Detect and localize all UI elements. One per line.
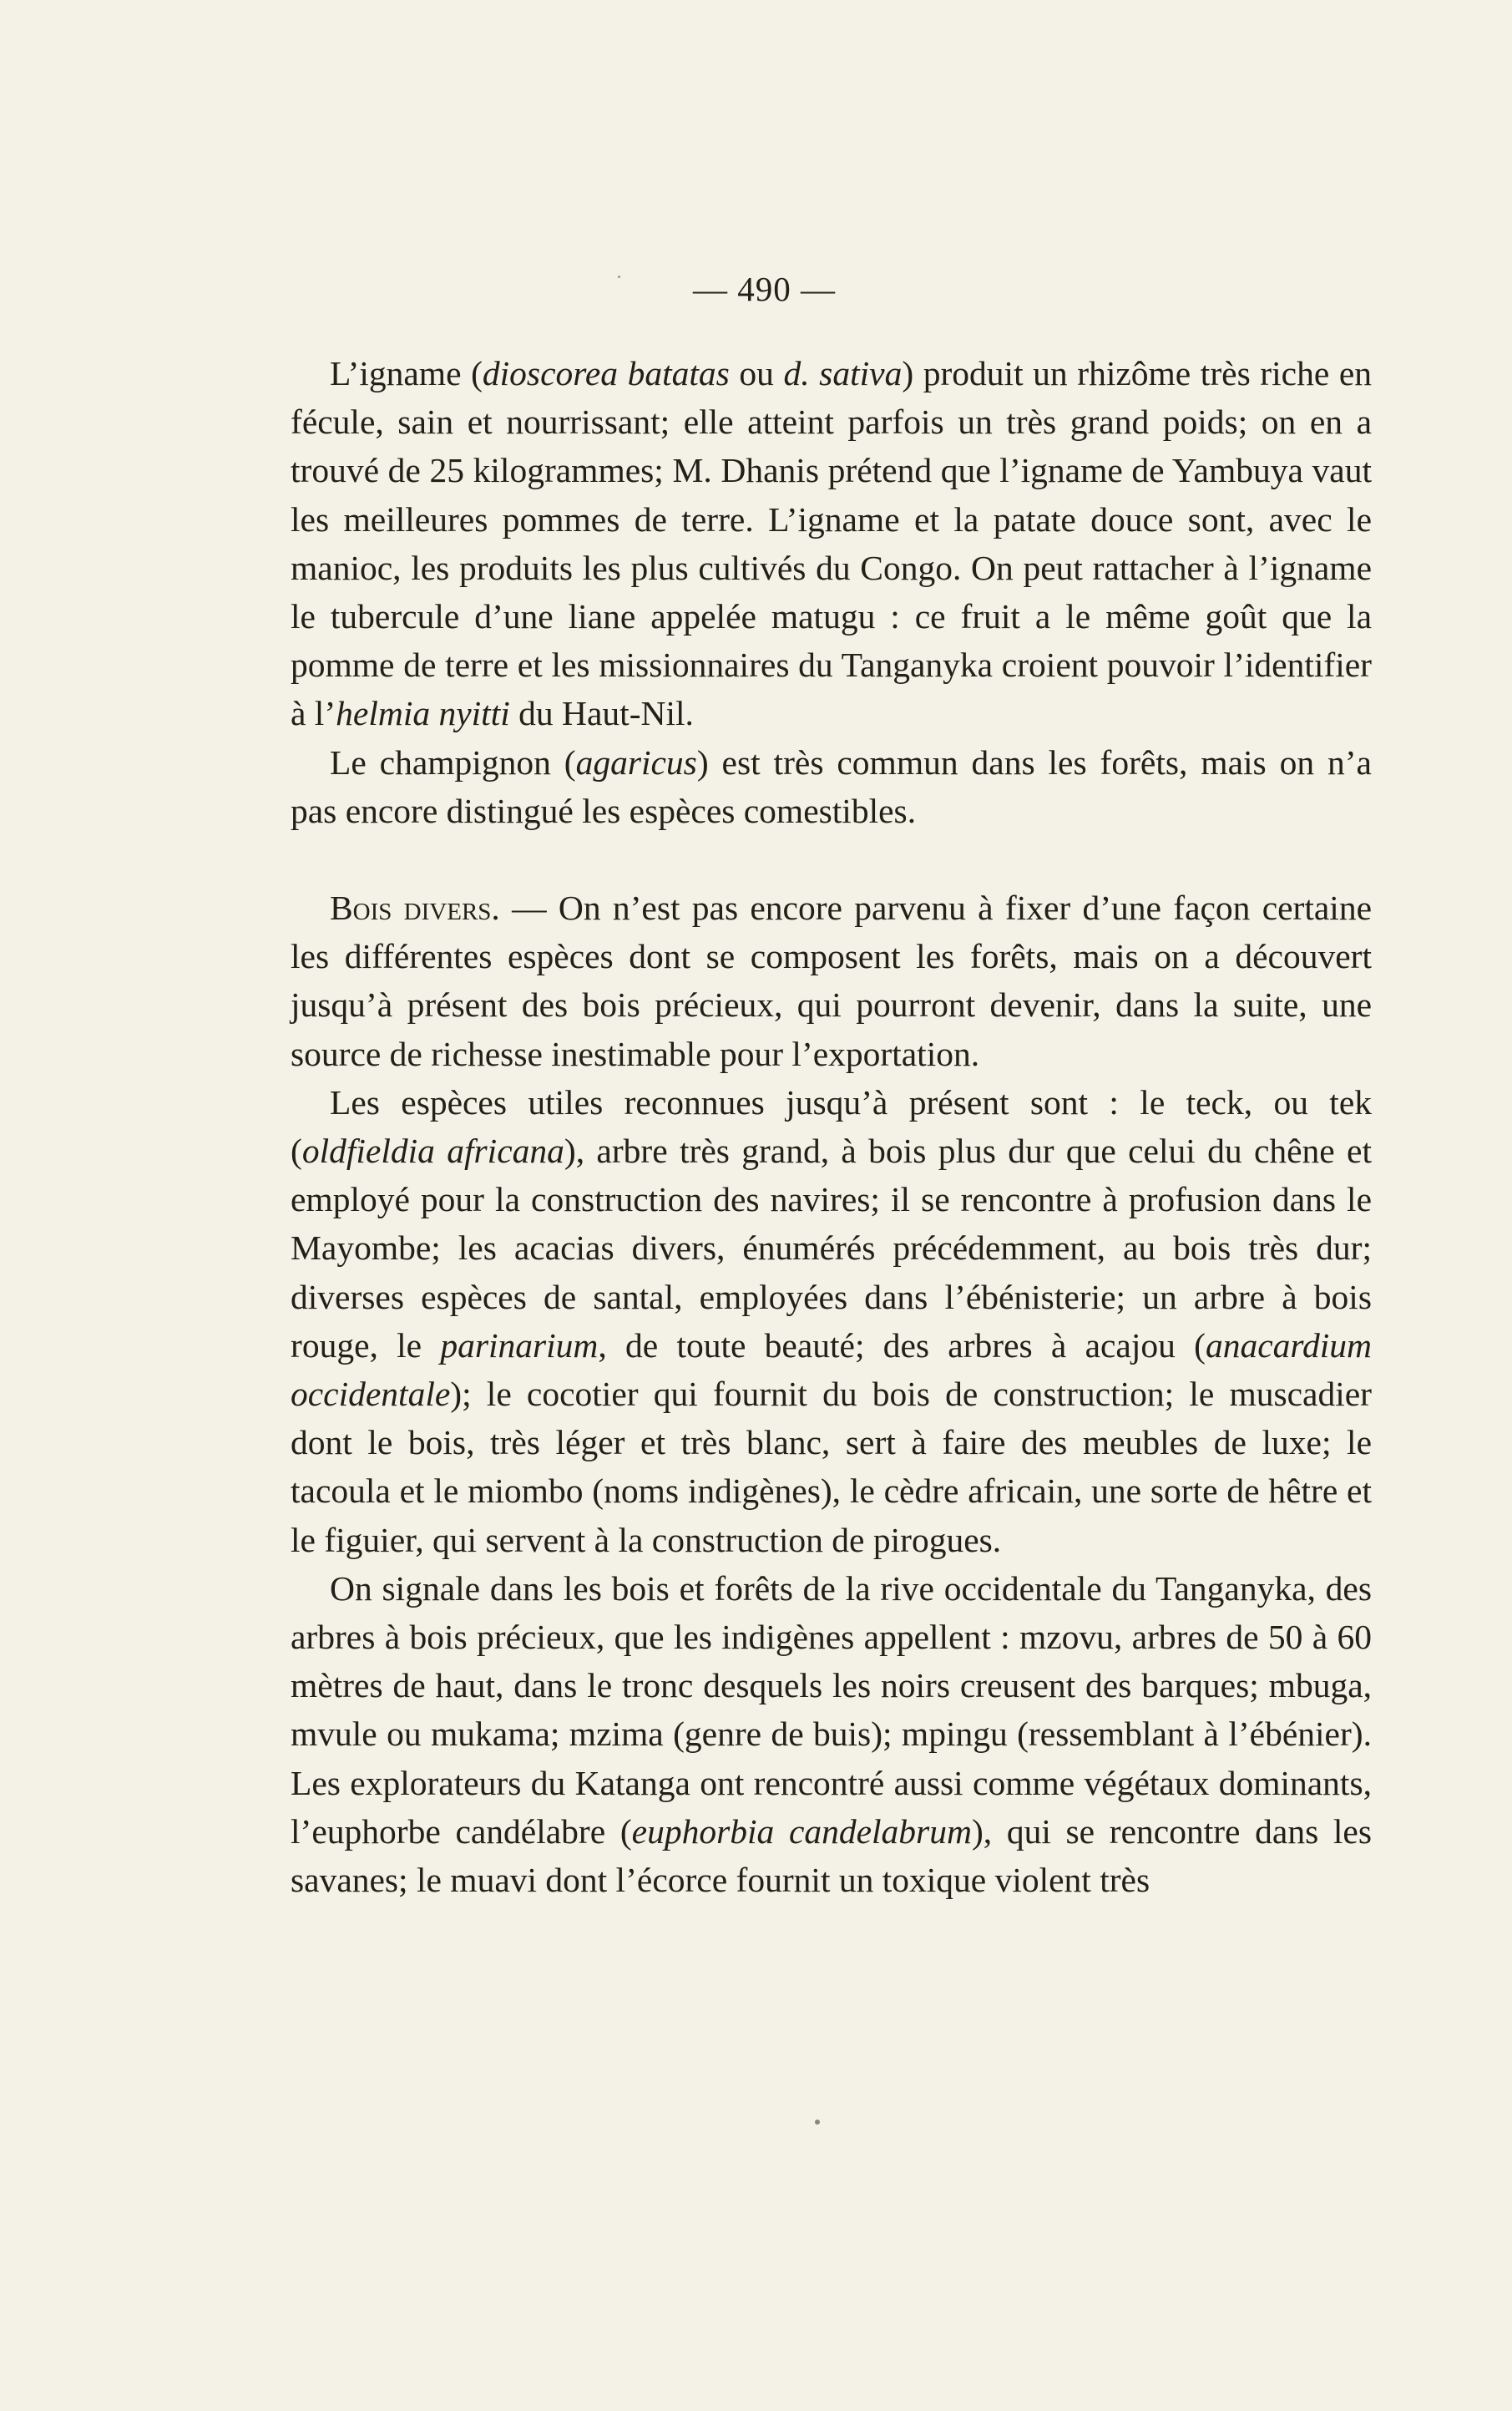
text-run: ou <box>729 354 784 393</box>
latin-term: euphorbia candelabrum <box>631 1811 972 1851</box>
text-run: Les espèces utiles reconnues jusqu’à présent sont : le teck, ou tek ( <box>291 1082 1372 1171</box>
text-run: ), qui se rencontre dans les savanes; le muavi dont l’écorce fournit un toxique violent très <box>291 1811 1372 1900</box>
text-run: ); le cocotier qui fournit du bois de construction; le muscadier dont le bois, très léger et très blanc, sert à faire des meubles de luxe; le tacoula et le miombo (noms indigènes), le cèdre africain, une sorte de hêtre et le figuier, qui servent à la construction de pirogues. <box>291 1375 1372 1559</box>
latin-term: oldfieldia africana <box>301 1132 564 1171</box>
text-run: ) est très commun dans les forêts, mais on n’a pas encore distingué les espèces comestibles. <box>291 742 1372 830</box>
text-run: Le champignon ( <box>330 742 576 782</box>
section-heading: Bois divers <box>330 889 492 928</box>
latin-term: parinarium <box>440 1325 599 1365</box>
latin-term: d. sativa <box>783 354 903 393</box>
printer-dot <box>815 2120 820 2125</box>
paragraph-igname <box>291 349 1372 738</box>
latin-term: dioscorea batatas <box>482 354 730 393</box>
text-run: L’igname ( <box>330 354 483 393</box>
latin-term: agaricus <box>575 742 697 782</box>
paragraph-especes-utiles <box>291 1078 1372 1564</box>
paragraph-tanganyka <box>291 1564 1372 1904</box>
text-run: ), arbre très grand, à bois plus dur que celui du chêne et employé pour la construction des navires; il se rencontre à profusion dans le Mayombe; les acacias divers, énumérés précédemment, au bois très dur; diverses espèces de santal, employées dans l’ébénisterie; un arbre à bois rouge, le <box>291 1132 1372 1365</box>
latin-term: anacardium occidentale <box>291 1325 1372 1414</box>
text-run: On signale dans les bois et forêts de la rive occidentale du Tanganyka, des arbres à bois précieux, que les indigènes appellent : mzovu, arbres de 50 à 60 mètres de haut, dans le tronc desquels les noirs creusent des barques; mbuga, mvule ou mukama; mzima (genre de buis); mpingu (ressemblant à l’ébénier). Les explorateurs du Katanga ont rencontré aussi comme végétaux dominants, l’euphorbe candélabre ( <box>291 1568 1372 1851</box>
text-run: du Haut-Nil. <box>509 694 694 733</box>
body-text <box>291 349 1372 1904</box>
paragraph-bois-divers <box>291 884 1372 1078</box>
latin-term: helmia nyitti <box>336 694 510 733</box>
text-run: . — On n’est pas encore parvenu à fixer d’une façon certaine les différentes espèces dont se composent les forêts, mais on a découvert jusqu’à présent des bois précieux, qui pourront devenir, dans la suite, une source de richesse inestimable pour l’exportation. <box>291 889 1372 1073</box>
paragraph-champignon <box>291 738 1372 835</box>
page-number: — 490 — <box>693 270 836 308</box>
text-run: ) produit un rhizôme très riche en fécule, sain et nourrissant; elle atteint parfois un très grand poids; on en a trouvé de 25 kilogrammes; M. Dhanis prétend que l’igname de Yambuya vaut les meilleures pommes de terre. L’igname et la patate douce sont, avec le manioc, les produits les plus cultivés du Congo. On peut rattacher à l’igname le tubercule d’une liane appelée matugu : ce fruit a le même goût que la pomme de terre et les missionnaires du Tanganyka croient pouvoir l’identifier à l’ <box>291 354 1372 733</box>
text-run: , de toute beauté; des arbres à acajou ( <box>598 1325 1206 1365</box>
